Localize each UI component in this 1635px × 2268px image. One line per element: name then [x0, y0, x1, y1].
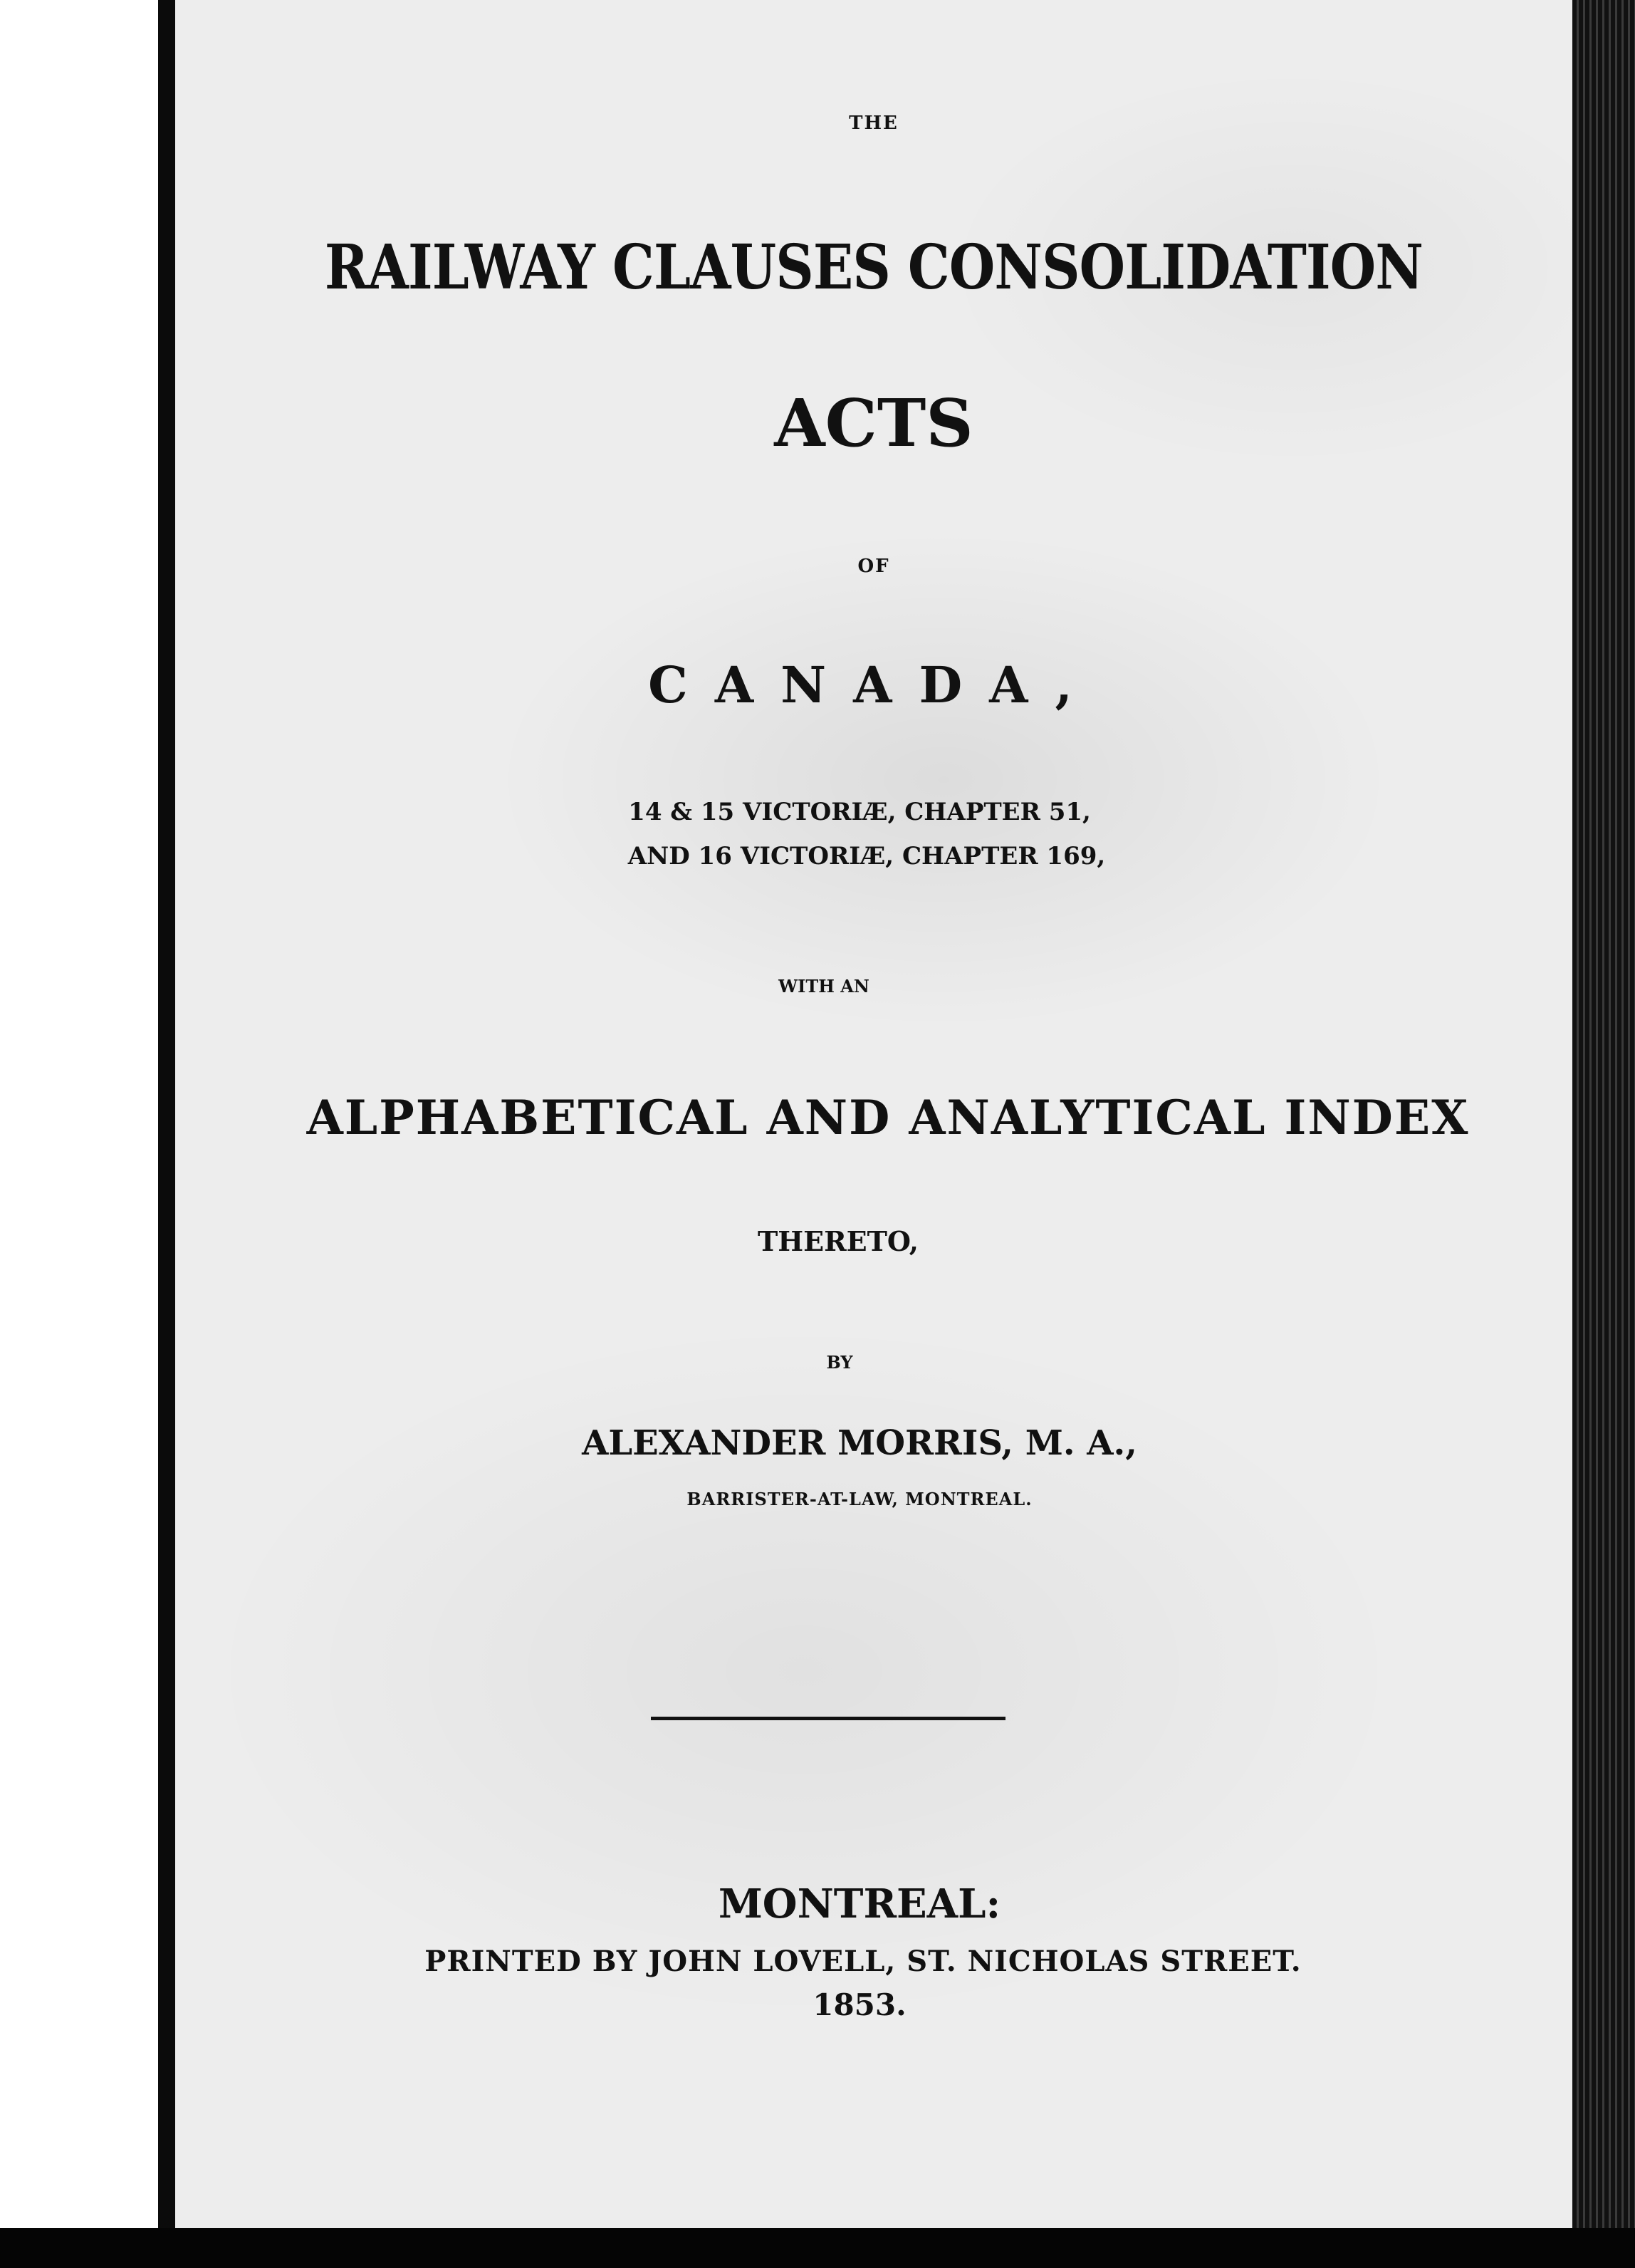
country-title: CANADA, [648, 655, 1099, 714]
scan-bottom-border [0, 2228, 1635, 2268]
publication-place: MONTREAL: [718, 1881, 1001, 1928]
author-description: BARRISTER-AT-LAW, MONTREAL. [686, 1489, 1033, 1509]
horizontal-rule [651, 1717, 1005, 1720]
title-page [175, 0, 1572, 2228]
printer-line: PRINTED BY JOHN LOVELL, ST. NICHOLAS STREET. [424, 1945, 1302, 1978]
chapter-reference-line-1: 14 & 15 VICTORIÆ, CHAPTER 51, [628, 798, 1091, 826]
by-label: BY [826, 1352, 853, 1373]
left-page-edge [0, 0, 158, 2228]
page-stack-edge [1572, 0, 1635, 2268]
of-label: OF [857, 556, 890, 577]
index-title: ALPHABETICAL AND ANALYTICAL INDEX [306, 1090, 1470, 1145]
author-name: ALEXANDER MORRIS, M. A., [582, 1423, 1137, 1463]
acts-title: ACTS [774, 385, 973, 462]
title-article: THE [849, 113, 899, 134]
thereto-label: THERETO, [757, 1225, 919, 1257]
chapter-reference-line-2: AND 16 VICTORIÆ, CHAPTER 169, [627, 842, 1106, 870]
with-an-label: WITH AN [778, 976, 869, 997]
publication-year: 1853. [813, 1987, 907, 2022]
main-title: RAILWAY CLAUSES CONSOLIDATION [324, 232, 1424, 303]
